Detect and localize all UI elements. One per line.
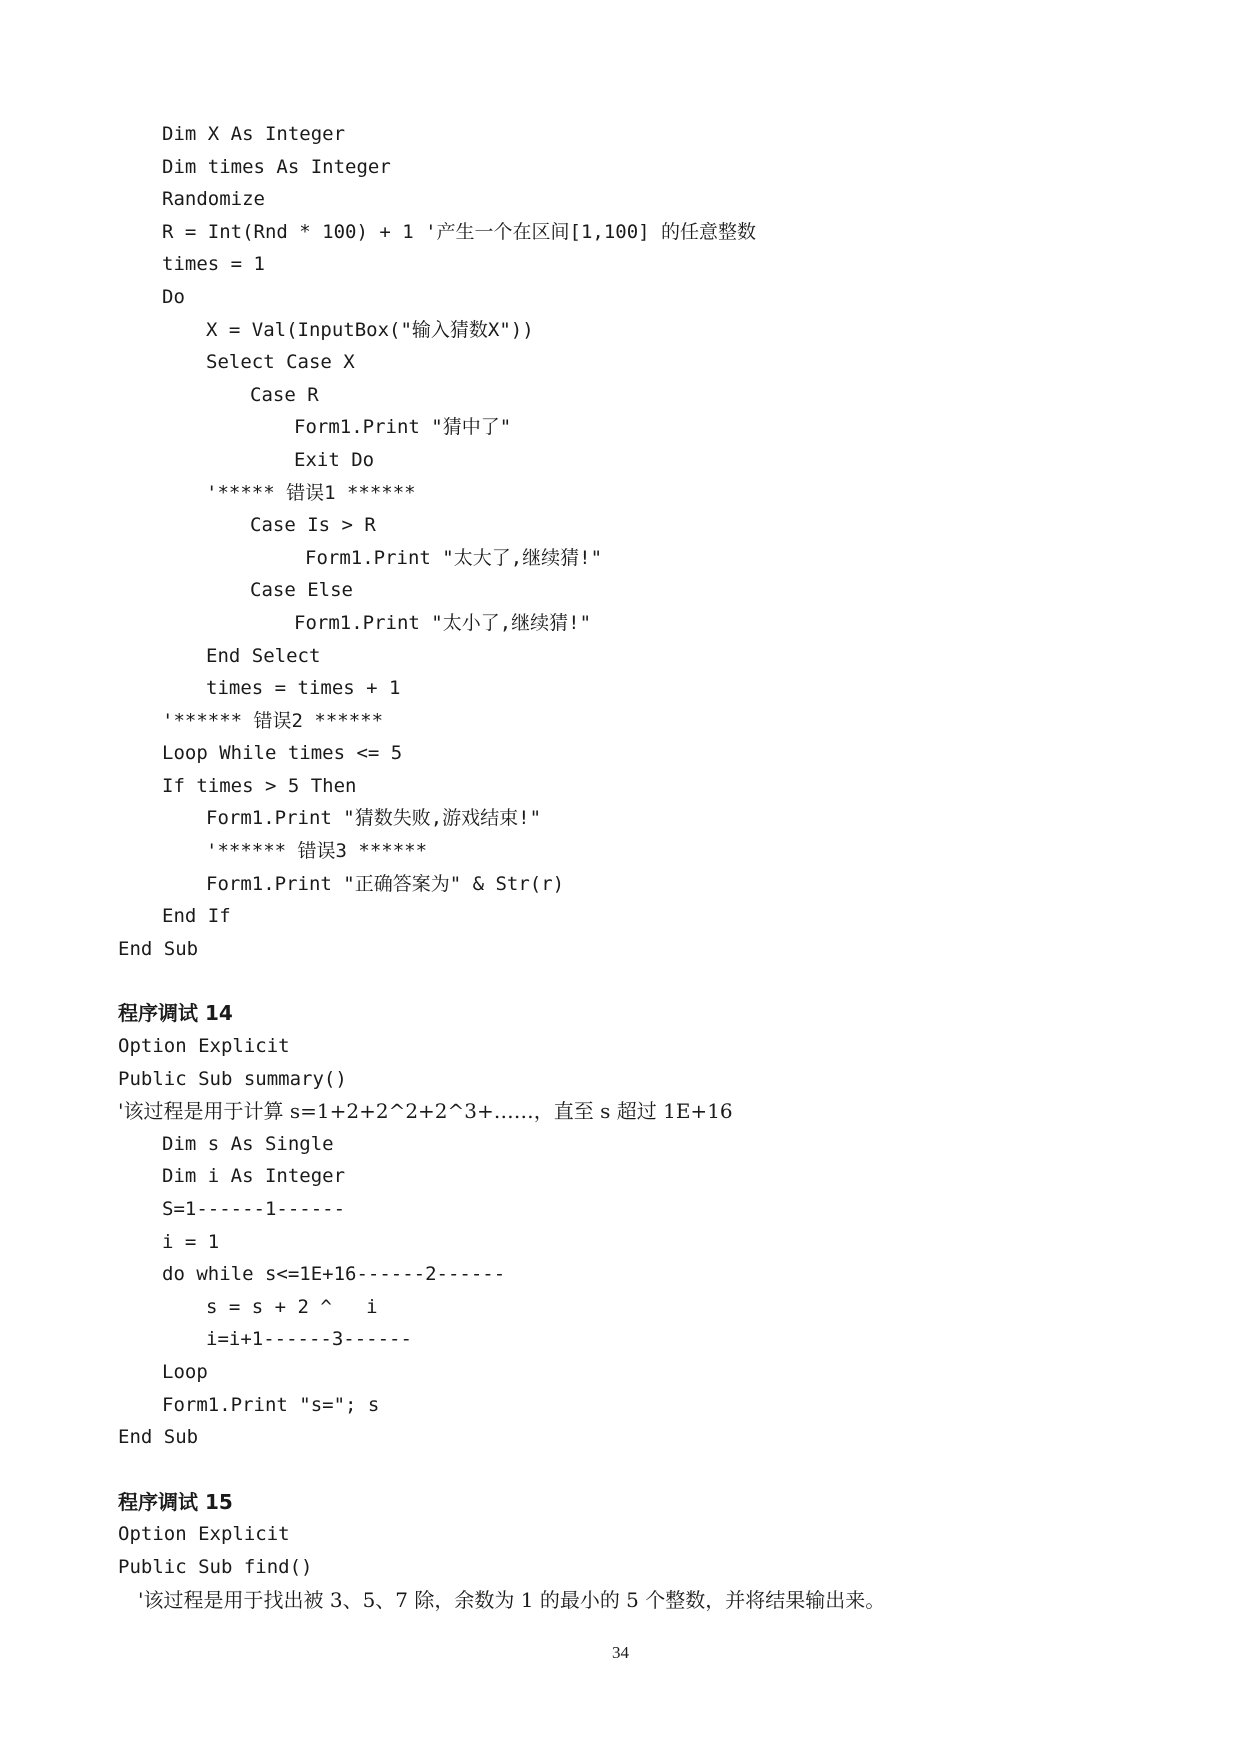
code-line: End Select: [206, 644, 321, 667]
error-marker-comment: '***** 错误1 ******: [206, 481, 416, 504]
code-line: times = 1: [162, 253, 265, 276]
fill-in-blank-line: do while s<=1E+16------2------: [162, 1263, 506, 1286]
blank-line: [0, 965, 1241, 997]
code-line: Case Else: [250, 579, 353, 602]
code-line: Dim times As Integer: [162, 155, 391, 178]
code-line: Option Explicit: [118, 1035, 290, 1058]
code-line: Do: [162, 285, 185, 308]
code-line: Option Explicit: [118, 1523, 290, 1546]
code-line: Case R: [250, 383, 319, 406]
fill-in-blank-line: i=i+1------3------: [206, 1328, 412, 1351]
code-line: X = Val(InputBox("输入猜数X")): [206, 318, 534, 341]
section-heading: 程序调试 15: [118, 1489, 233, 1514]
code-line: If times > 5 Then: [162, 774, 357, 797]
code-line: End Sub: [118, 1426, 199, 1449]
fill-in-blank-line: S=1------1------: [162, 1198, 346, 1220]
code-line: i = 1: [162, 1230, 220, 1253]
code-line: R = Int(Rnd * 100) + 1 '产生一个在区间[1,100] 的任意整数: [162, 220, 757, 243]
code-line: Form1.Print "s="; s: [162, 1393, 380, 1416]
code-line: times = times + 1: [206, 677, 401, 700]
code-line: Form1.Print "猜中了": [294, 416, 512, 439]
code-line: Loop: [162, 1360, 208, 1383]
blank-line: [0, 1454, 1241, 1486]
section-heading: 程序调试 14: [118, 1001, 233, 1026]
page-number: 34: [612, 1643, 629, 1662]
code-line: Select Case X: [206, 351, 355, 374]
code-line: Exit Do: [294, 448, 375, 471]
error-marker-comment: '****** 错误2 ******: [162, 709, 384, 732]
code-line: s = s + 2 ^ i: [206, 1295, 378, 1318]
code-line: End Sub: [118, 937, 199, 960]
code-line: Form1.Print "太大了,继续猜!": [305, 546, 603, 569]
code-line: Dim s As Single: [162, 1132, 334, 1155]
code-line: Dim i As Integer: [162, 1165, 346, 1188]
code-line: Loop While times <= 5: [162, 742, 403, 765]
code-line: Case Is > R: [250, 514, 376, 537]
code-line: Dim X As Integer: [162, 123, 346, 145]
code-line: End If: [162, 905, 231, 928]
code-line: Public Sub find(): [118, 1555, 313, 1578]
code-line: Form1.Print "猜数失败,游戏结束!": [206, 807, 542, 830]
code-line: Form1.Print "太小了,继续猜!": [294, 611, 592, 634]
error-marker-comment: '****** 错误3 ******: [206, 840, 428, 863]
code-line: Form1.Print "正确答案为" & Str(r): [206, 872, 565, 895]
code-line: Public Sub summary(): [118, 1067, 347, 1090]
description-comment: '该过程是用于找出被 3、5、7 除，余数为 1 的最小的 5 个整数，并将结果输出来。: [138, 1587, 886, 1612]
code-listing: [0, 118, 1241, 1616]
description-comment: '该过程是用于计算 s=1+2+2^2+2^3+……，直至 s 超过 1E+16: [118, 1099, 733, 1124]
code-line: Randomize: [162, 188, 265, 211]
